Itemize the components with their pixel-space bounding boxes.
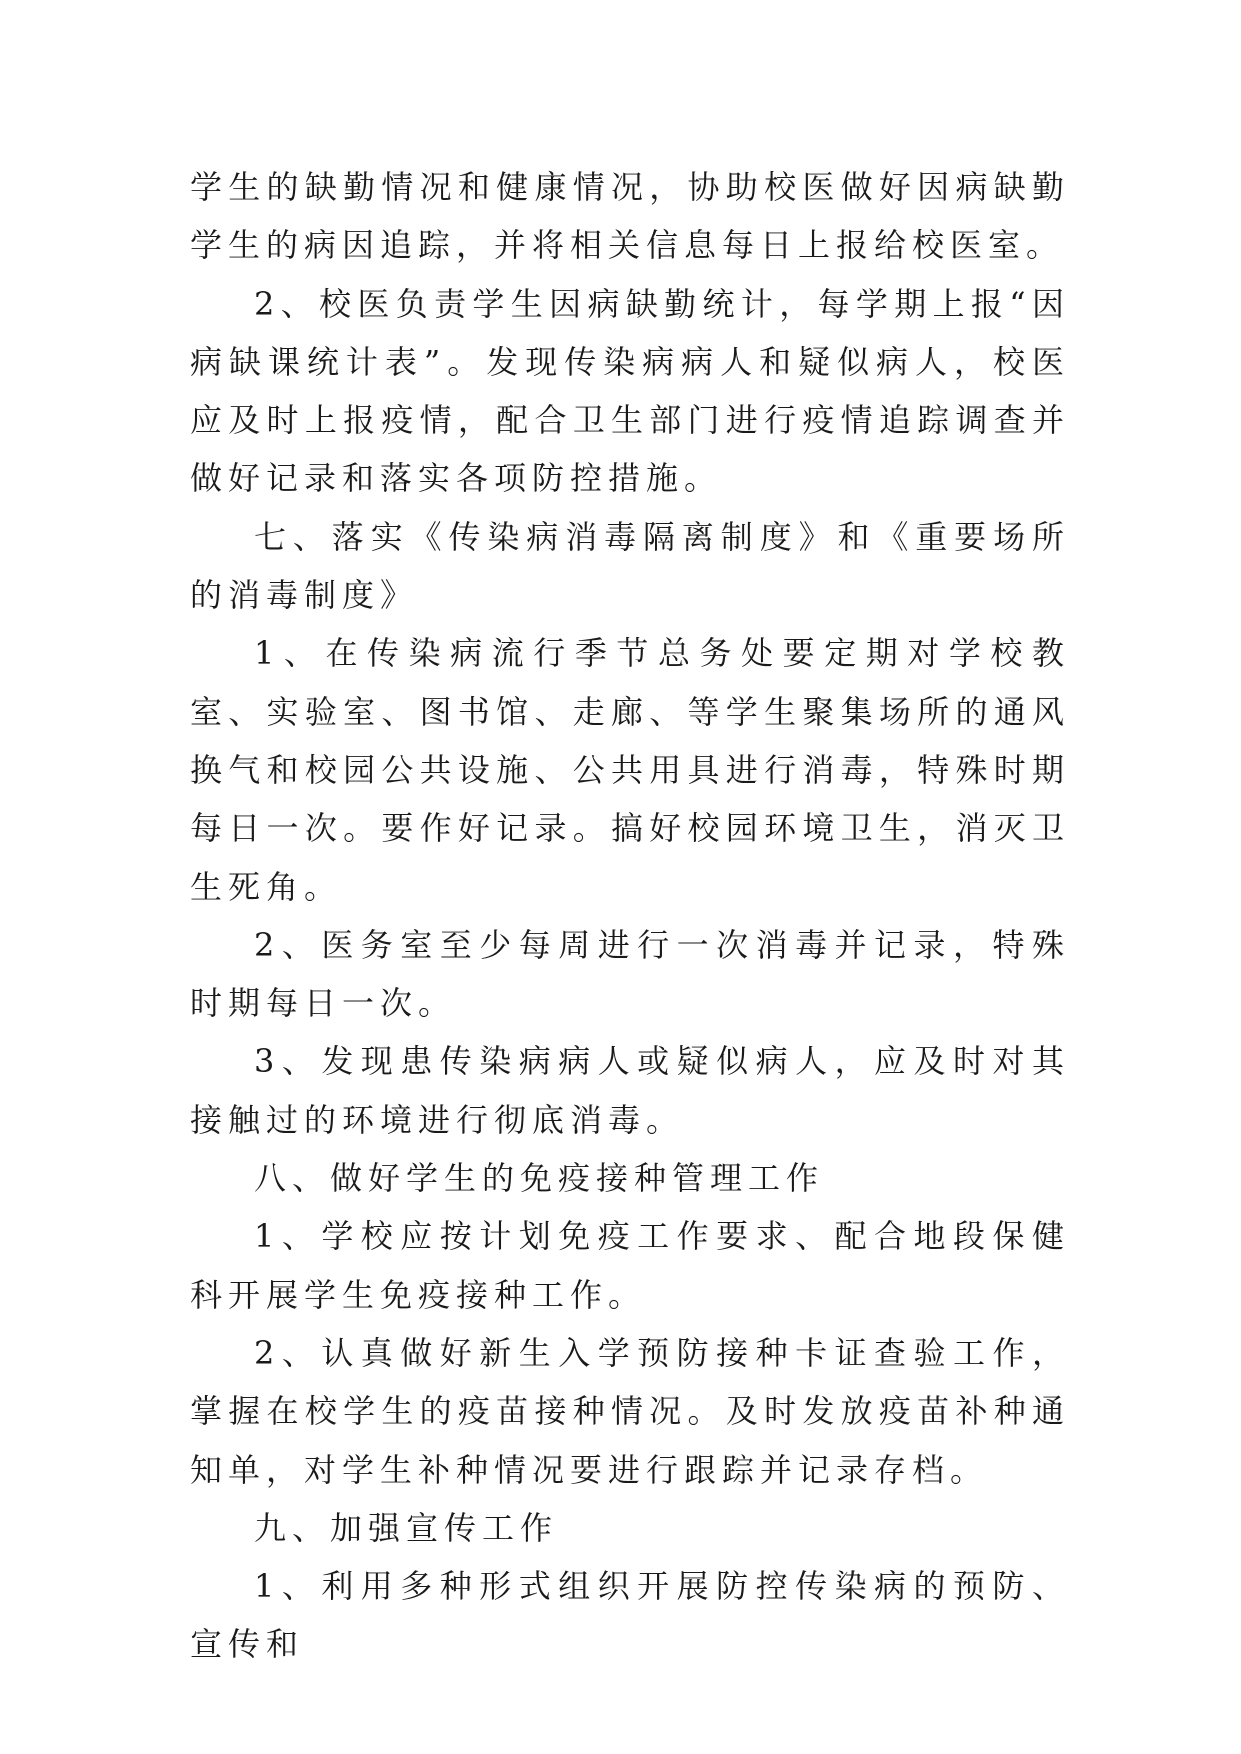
paragraph-item-2-vaccine-check: 2、认真做好新生入学预防接种卡证查验工作，掌握在校学生的疫苗接种情况。及时发放疫苗补种通知单，对学生补种情况要进行跟踪并记录存档。 (190, 1333, 1070, 1489)
paragraph-item-2-clinic: 2、医务室至少每周进行一次消毒并记录，特殊时期每日一次。 (190, 925, 1070, 1023)
paragraph-item-1-immunization: 1、学校应按计划免疫工作要求、配合地段保健科开展学生免疫接种工作。 (190, 1217, 1070, 1314)
paragraph-item-2-absence-stats: 2、校医负责学生因病缺勤统计，每学期上报“因病缺课统计表”。发现传染病病人和疑似病人，校医应及时上报疫情，配合卫生部门进行疫情追踪调查并做好记录和落实各项防控措施。 (190, 284, 1070, 498)
paragraph-item-1-publicity: 1、利用多种形式组织开展防控传染病的预防、宣传和 (190, 1567, 1070, 1664)
section-heading-8: 八、做好学生的免疫接种管理工作 (254, 1159, 825, 1198)
document-body (190, 158, 1070, 1674)
paragraph-continuation: 学生的缺勤情况和健康情况，协助校医做好因病缺勤学生的病因追踪，并将相关信息每日上报给校医室。 (190, 168, 1070, 265)
section-heading-9: 九、加强宣传工作 (254, 1508, 559, 1547)
paragraph-item-3-environment: 3、发现患传染病病人或疑似病人，应及时对其接触过的环境进行彻底消毒。 (190, 1042, 1070, 1139)
section-heading-7: 七、落实《传染病消毒隔离制度》和《重要场所的消毒制度》 (190, 517, 1070, 615)
paragraph-item-1-disinfection: 1、在传染病流行季节总务处要定期对学校教室、实验室、图书馆、走廊、等学生聚集场所的通风换气和校园公共设施、公共用具进行消毒，特殊时期每日一次。要作好记录。搞好校园环境卫生，消灭卫生死角。 (190, 634, 1070, 906)
